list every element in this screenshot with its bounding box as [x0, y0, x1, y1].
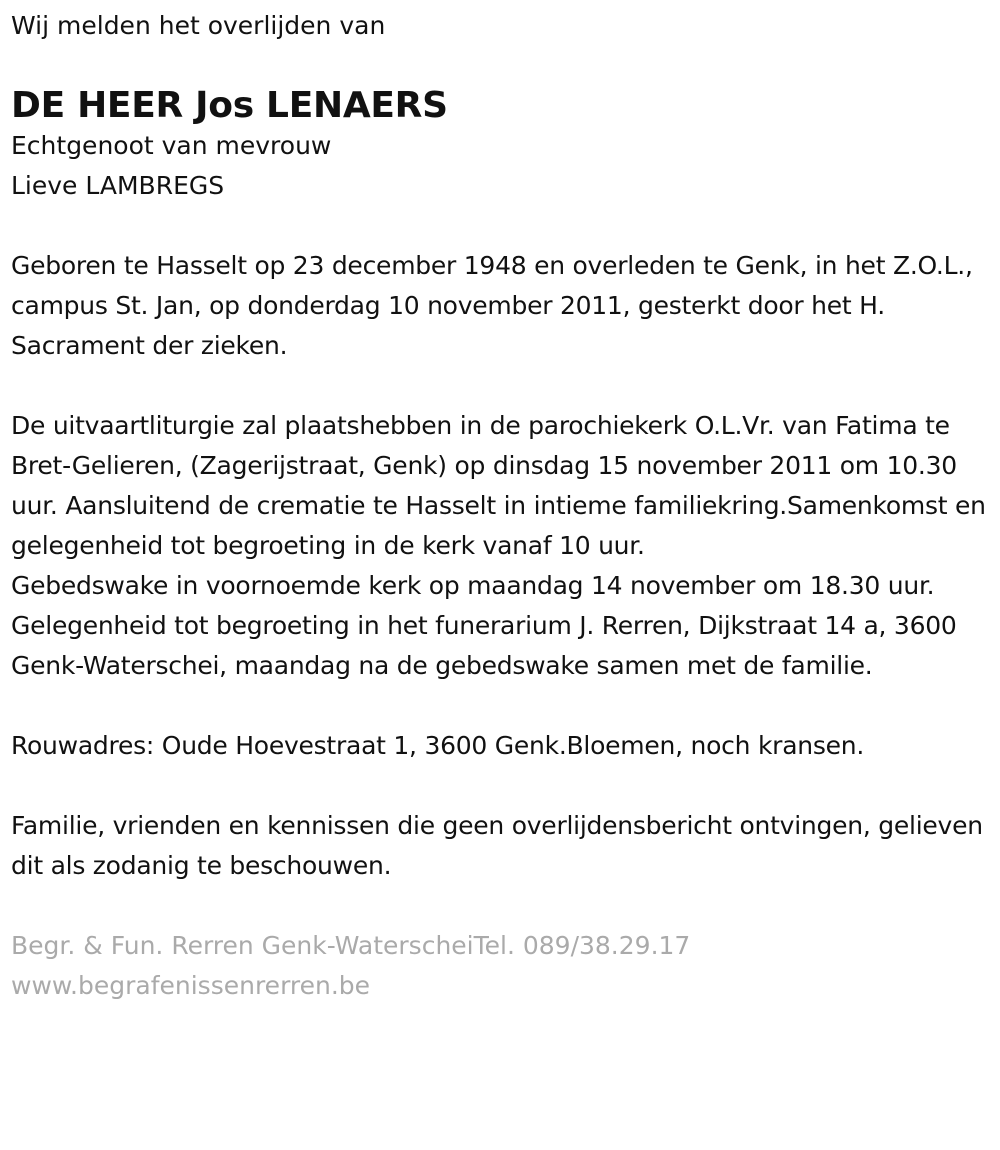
address-paragraph: Rouwadres: Oude Hoevestraat 1, 3600 Genk.Bloemen, noch kransen. — [11, 731, 865, 760]
death-notice — [11, 6, 996, 1006]
vigil-paragraph: Gebedswake in voornoemde kerk op maandag 14 november om 18.30 uur. — [11, 571, 935, 600]
intro-text: Wij melden het overlijden van — [11, 11, 386, 40]
deceased-name: DE HEER Jos LENAERS — [11, 85, 448, 126]
closing-paragraph: Familie, vrienden en kennissen die geen overlijdensbericht ontvingen, gelieven dit als zodanig te beschouwen. — [11, 811, 983, 880]
undertaker-website[interactable]: www.begrafenissenrerren.be — [11, 971, 371, 1000]
spouse-line-2: Lieve LAMBREGS — [11, 171, 225, 200]
funeral-paragraph: De uitvaartliturgie zal plaatshebben in de parochiekerk O.L.Vr. van Fatima te Bret-Gelieren, (Zagerijstraat, Genk) op dinsdag 15 november 2011 om 10.30 uur. Aansluitend de crematie te Hasselt in intieme familiekring.Samenkomst en gelegenheid tot begroeting in de kerk vanaf 10 uur. — [11, 411, 986, 560]
visitation-paragraph: Gelegenheid tot begroeting in het funerarium J. Rerren, Dijkstraat 14 a, 3600 Genk-Waterschei, maandag na de gebedswake samen met de familie. — [11, 611, 957, 680]
birth-death-paragraph: Geboren te Hasselt op 23 december 1948 en overleden te Genk, in het Z.O.L., campus St. Jan, op donderdag 10 november 2011, gesterkt door het H. Sacrament der zieken. — [11, 251, 973, 360]
undertaker-info: Begr. & Fun. Rerren Genk-WaterscheiTel. 089/38.29.17 — [11, 931, 691, 960]
spouse-line-1: Echtgenoot van mevrouw — [11, 131, 332, 160]
